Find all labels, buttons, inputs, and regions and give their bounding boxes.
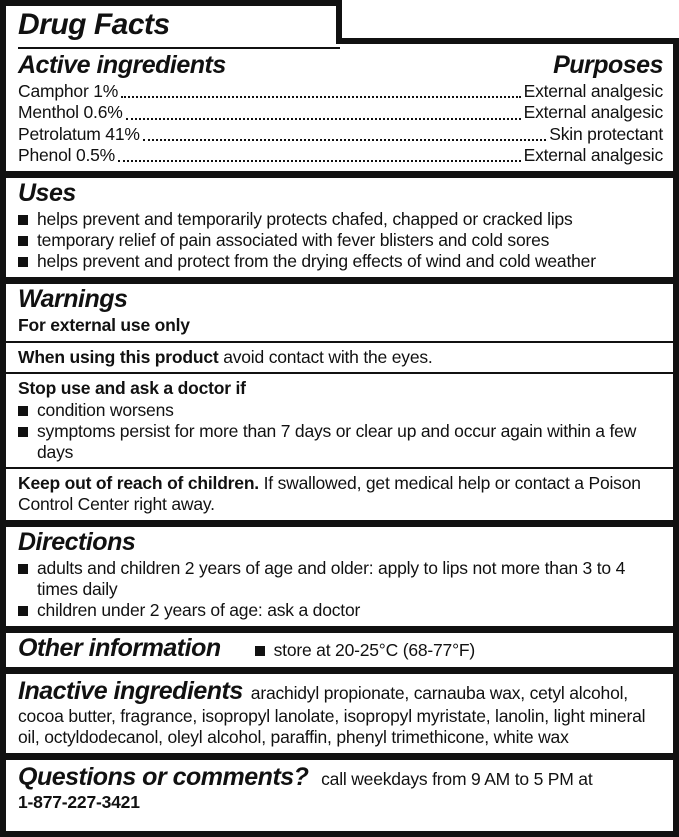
section-divider xyxy=(6,171,673,178)
inactive-ingredients-section xyxy=(6,674,673,753)
section-divider xyxy=(6,667,673,674)
bullet-square-icon xyxy=(18,427,28,437)
bullet-square-icon xyxy=(18,257,28,267)
questions-heading: Questions or comments? xyxy=(18,763,309,792)
list-item-text: symptoms persist for more than 7 days or clear up and occur again within a few days xyxy=(37,421,637,463)
uses-heading: Uses xyxy=(18,179,76,208)
list-item xyxy=(18,558,649,600)
stop-use-heading: Stop use and ask a doctor if xyxy=(18,378,246,399)
list-item-text: condition worsens xyxy=(37,400,174,421)
other-information-section xyxy=(6,633,673,667)
bullet-square-icon xyxy=(18,215,28,225)
uses-list xyxy=(18,209,663,272)
thin-rule xyxy=(6,372,675,374)
questions-text: call weekdays from 9 AM to 5 PM at xyxy=(316,769,593,790)
storage-text: store at 20-25°C (68-77°F) xyxy=(273,640,475,661)
section-divider xyxy=(6,520,673,527)
list-item-text: adults and children 2 years of age and older: apply to lips not more than 3 to 4 times daily xyxy=(37,558,626,600)
label-panel xyxy=(0,38,679,837)
external-use-statement: For external use only xyxy=(18,315,190,336)
inactive-ingredients-paragraph xyxy=(18,676,663,748)
list-item xyxy=(18,421,649,463)
ingredient-row xyxy=(18,124,663,145)
ingredient-row xyxy=(18,81,663,102)
list-item xyxy=(18,600,649,621)
ingredient-purpose: Skin protectant xyxy=(549,123,663,144)
stop-use-list xyxy=(18,400,663,463)
purposes-heading: Purposes xyxy=(553,51,663,79)
list-item xyxy=(18,251,649,272)
active-ingredients-section xyxy=(6,50,673,171)
ingredient-row xyxy=(18,102,663,123)
list-item xyxy=(18,400,649,421)
keep-out-bold: Keep out of reach of children. xyxy=(18,473,259,494)
keep-out-rest: If swallowed, get medical help or contact a Poison Control Center right away. xyxy=(18,473,641,515)
questions-paragraph xyxy=(18,762,663,813)
leader-dots xyxy=(118,160,521,162)
ingredient-purpose: External analgesic xyxy=(523,81,663,101)
ingredient-name: Camphor 1% xyxy=(18,81,119,101)
ingredient-name: Petrolatum 41% xyxy=(18,123,140,144)
bullet-square-icon xyxy=(18,406,28,416)
list-item-text: helps prevent and protect from the drying effects of wind and cold weather xyxy=(37,251,596,272)
phone-number: 1-877-227-3421 xyxy=(18,792,140,813)
directions-heading: Directions xyxy=(18,528,136,557)
ingredient-name: Phenol 0.5% xyxy=(18,145,116,166)
section-divider xyxy=(6,626,673,633)
list-item-text: temporary relief of pain associated with fever blisters and cold sores xyxy=(37,230,550,251)
when-using-bold: When using this product xyxy=(18,347,219,368)
bullet-square-icon xyxy=(18,564,28,574)
when-using-statement xyxy=(18,347,663,368)
title-underline xyxy=(18,47,340,49)
bullet-square-icon xyxy=(18,236,28,246)
inactive-ingredients-text: arachidyl propionate, carnauba wax, cetyl alcohol, cocoa butter, fragrance, isopropyl lanolate, isopropyl myristate, lanolin, light mineral oil, octyldodecanol, oleyl alcohol, paraffin, phenyl trimethicone, white wax xyxy=(18,683,646,748)
leader-dots xyxy=(143,139,547,141)
ingredient-name: Menthol 0.6% xyxy=(18,102,123,123)
other-information-heading: Other information xyxy=(18,634,221,663)
uses-section xyxy=(6,178,673,277)
active-ingredients-header xyxy=(18,52,663,81)
bullet-square-icon xyxy=(18,606,28,616)
section-divider xyxy=(6,277,673,284)
section-divider xyxy=(6,753,673,760)
thin-rule xyxy=(6,467,675,469)
storage-statement xyxy=(255,640,475,661)
inactive-ingredients-heading: Inactive ingredients xyxy=(18,677,243,706)
thin-rule xyxy=(6,341,675,343)
ingredient-purpose: External analgesic xyxy=(523,102,663,123)
warnings-section xyxy=(6,284,673,520)
list-item-text: helps prevent and temporarily protects chafed, chapped or cracked lips xyxy=(37,209,573,230)
keep-out-statement xyxy=(18,473,663,515)
directions-list xyxy=(18,558,663,621)
list-item xyxy=(18,230,649,251)
leader-dots xyxy=(121,96,520,98)
active-ingredients-heading: Active ingredients xyxy=(18,51,226,79)
questions-section xyxy=(6,760,673,818)
leader-dots xyxy=(126,118,521,120)
directions-section xyxy=(6,527,673,626)
bullet-square-icon xyxy=(255,646,265,656)
other-information-row xyxy=(18,635,663,662)
drug-facts-tab xyxy=(0,0,342,44)
warnings-heading: Warnings xyxy=(18,285,128,314)
ingredient-purpose: External analgesic xyxy=(523,145,663,166)
list-item-text: children under 2 years of age: ask a doctor xyxy=(37,600,361,621)
ingredient-row xyxy=(18,145,663,166)
page-title: Drug Facts xyxy=(18,8,170,41)
list-item xyxy=(18,209,649,230)
when-using-rest: avoid contact with the eyes. xyxy=(218,347,433,368)
